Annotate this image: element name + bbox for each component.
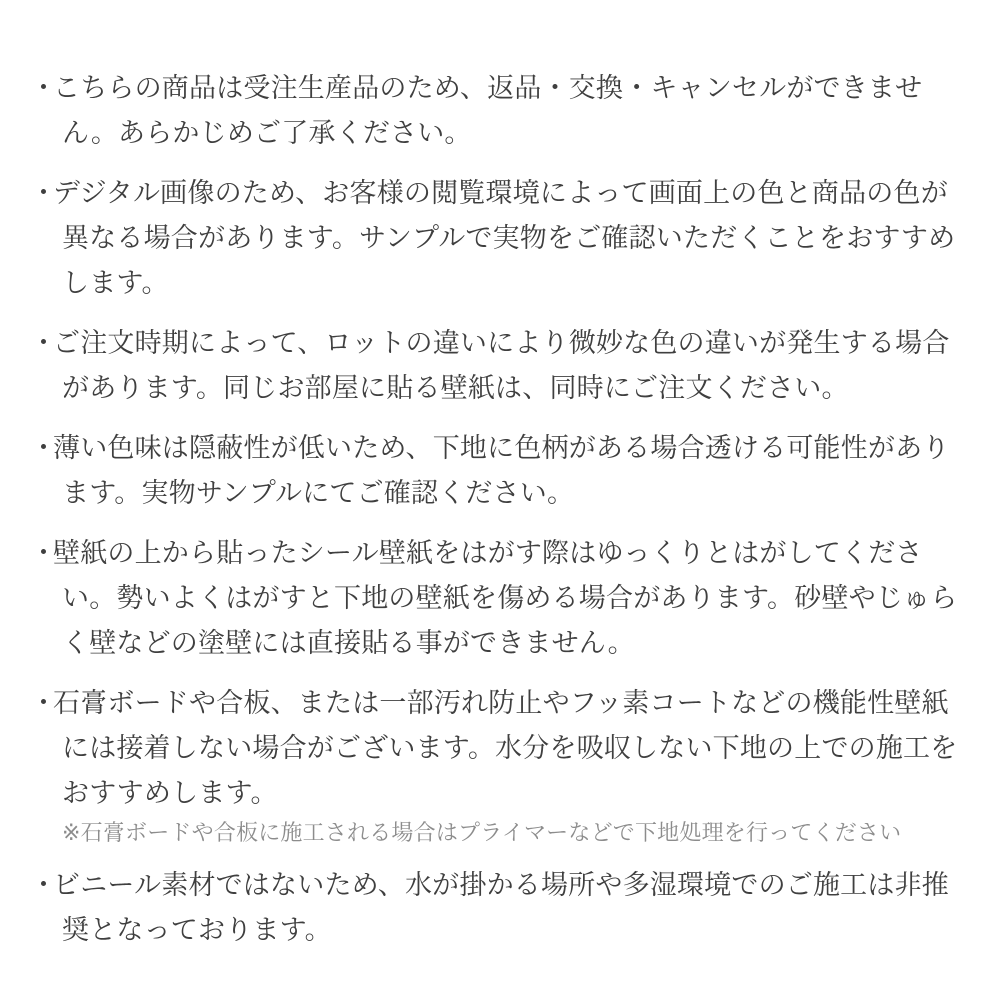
notice-text: 石膏ボードや合板、または一部汚れ防止やフッ素コートなどの機能性壁紙には接着しない場合がございます。水分を吸収しない下地の上での施工をおすすめします。 xyxy=(53,688,958,808)
notice-item xyxy=(30,171,968,306)
notice-note: ※石膏ボードや合板に施工される場合はプライマーなどで下地処理を行ってください xyxy=(62,820,902,845)
notice-text: ビニール素材ではないため、水が掛かる場所や多湿環境でのご施工は非推奨となっております。 xyxy=(53,870,949,945)
bullet-marker: ・ xyxy=(30,870,58,900)
notice-text: 薄い色味は隠蔽性が低いため、下地に色柄がある場合透ける可能性があります。実物サンプルにてご確認ください。 xyxy=(53,433,950,508)
notice-text: こちらの商品は受注生産品のため、返品・交換・キャンセルができません。あらかじめご了承ください。 xyxy=(53,73,923,148)
bullet-marker: ・ xyxy=(30,73,58,103)
notice-text: 壁紙の上から貼ったシール壁紙をはがす際はゆっくりとはがしてください。勢いよくはがすと下地の壁紙を傷める場合があります。砂壁やじゅらく壁などの塗壁には直接貼る事ができません。 xyxy=(53,538,958,658)
notice-item xyxy=(30,426,968,516)
notice-item xyxy=(30,863,968,953)
notice-text: ご注文時期によって、ロットの違いにより微妙な色の違いが発生する場合があります。同じお部屋に貼る壁紙は、同時にご注文ください。 xyxy=(53,328,950,403)
bullet-marker: ・ xyxy=(30,688,58,718)
bullet-marker: ・ xyxy=(30,433,58,463)
bullet-marker: ・ xyxy=(30,178,58,208)
notice-text: デジタル画像のため、お客様の閲覧環境によって画面上の色と商品の色が異なる場合があります。サンプルで実物をご確認いただくことをおすすめします。 xyxy=(53,178,956,298)
bullet-marker: ・ xyxy=(30,538,58,568)
notice-item xyxy=(30,531,968,666)
notice-list xyxy=(30,66,970,953)
notice-item xyxy=(30,681,968,848)
notice-item xyxy=(30,66,968,156)
notice-item xyxy=(30,321,968,411)
bullet-marker: ・ xyxy=(30,328,58,358)
